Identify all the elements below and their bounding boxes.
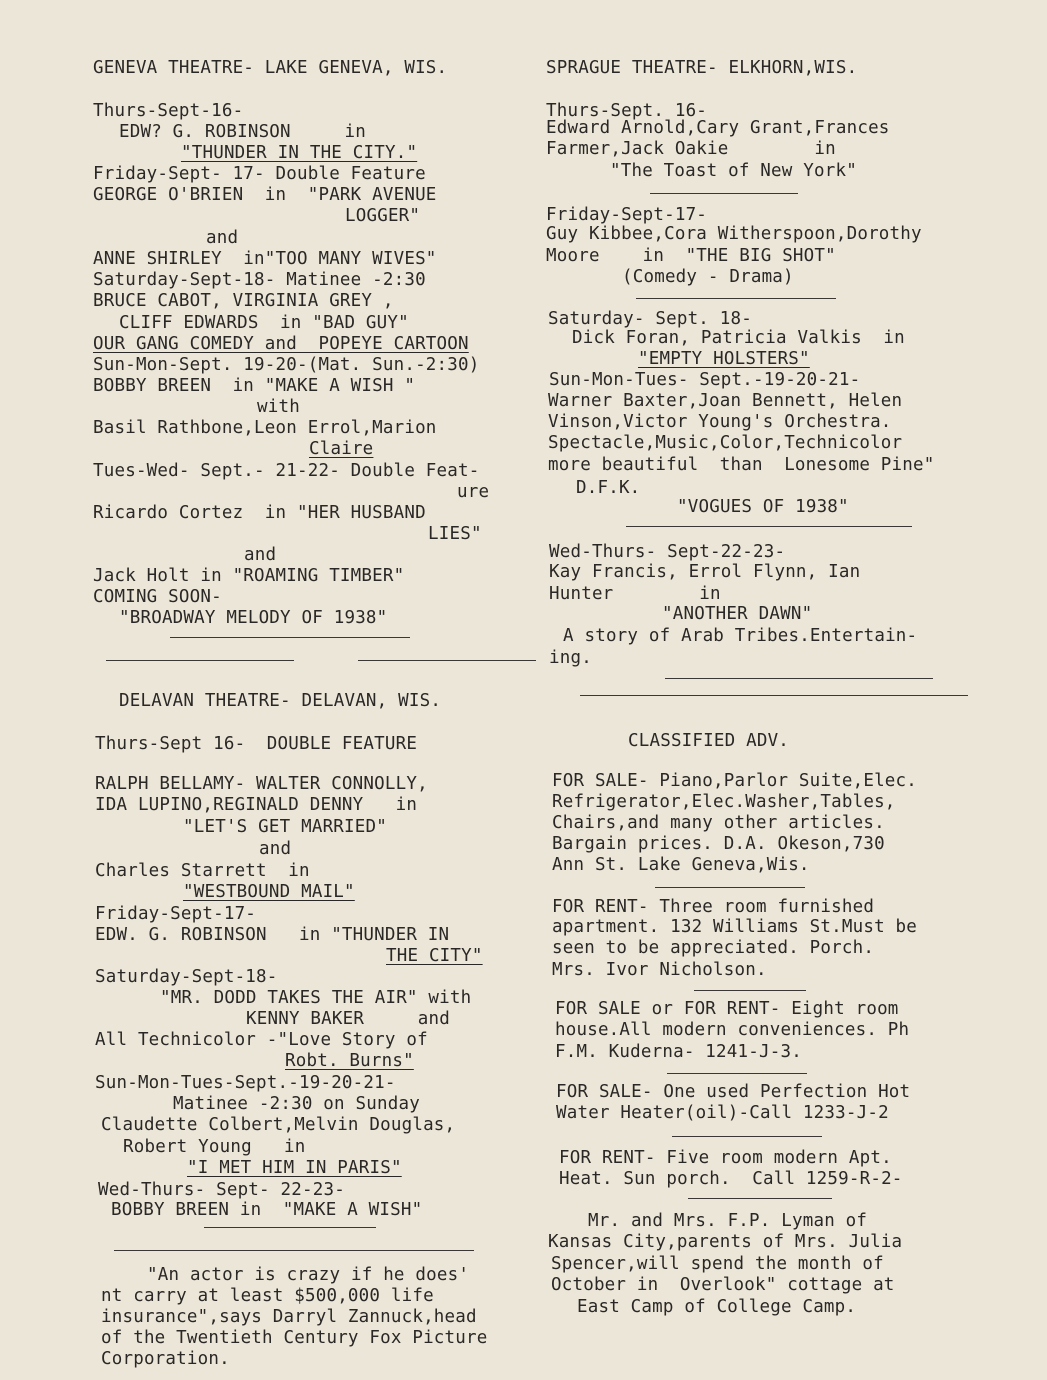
listing-line: "VOGUES OF 1938" [677, 497, 849, 517]
divider [672, 1136, 822, 1137]
listing-line: Spectacle,Music,Color,Technicolor [548, 433, 903, 453]
listing-line: "The Toast of New York" [610, 161, 857, 181]
classified-line: Heat. Sun porch. Call 1259-R-2- [559, 1169, 903, 1189]
sprague-theatre-header: SPRAGUE THEATRE- ELKHORN,WIS. [546, 58, 858, 78]
listing-line: "WESTBOUND MAIL" [183, 882, 355, 902]
divider [114, 1250, 474, 1251]
listing-line: "LET'S GET MARRIED" [183, 817, 387, 837]
listing-line: Sun-Mon-Sept. 19-20-(Mat. Sun.-2:30) [93, 355, 480, 375]
classified-line: Refrigerator,Elec.Washer,Tables, [552, 792, 896, 812]
listing-line: BOBBY BREEN in "MAKE A WISH " [93, 376, 416, 396]
quote-line: "An actor is crazy if he does' [147, 1265, 470, 1285]
listing-line: LOGGER" [345, 206, 421, 226]
listing-line: Thurs-Sept 16- DOUBLE FEATURE [95, 734, 418, 754]
listing-line: Kay Francis, Errol Flynn, Ian [549, 562, 861, 582]
listing-line: Moore in "THE BIG SHOT" [546, 246, 836, 266]
listing-line: Matinee -2:30 on Sunday [173, 1094, 420, 1114]
listing-line: "MR. DODD TAKES THE AIR" with [160, 988, 472, 1008]
classified-header: CLASSIFIED ADV. [628, 731, 790, 751]
listing-line: BOBBY BREEN in "MAKE A WISH" [111, 1200, 423, 1220]
divider [650, 193, 798, 194]
classified-line: FOR SALE- One used Perfection Hot [556, 1082, 911, 1102]
listing-line: Sun-Mon-Tues-Sept.-19-20-21- [95, 1073, 396, 1093]
listing-line: and [259, 839, 292, 859]
divider [580, 695, 968, 696]
social-note-line: Mr. and Mrs. F.P. Lyman of [588, 1211, 868, 1231]
listing-line: Saturday-Sept-18- Matinee -2:30 [93, 270, 426, 290]
listing-line: Basil Rathbone,Leon Errol,Marion [93, 418, 437, 438]
divider [665, 678, 933, 679]
divider [636, 298, 836, 299]
classified-line: FOR RENT- Five room modern Apt. [559, 1148, 892, 1168]
listing-line: "THUNDER IN THE CITY." [181, 143, 418, 163]
listing-line: Thurs-Sept-16- [93, 101, 244, 121]
listing-line: Hunter in [549, 584, 721, 604]
divider [667, 1073, 807, 1074]
social-note-line: East Camp of College Camp. [577, 1297, 857, 1317]
classified-line: house.All modern conveniences. Ph [555, 1020, 910, 1040]
listing-line: Dick Foran, Patricia Valkis in [572, 328, 905, 348]
listing-line: Friday-Sept-17- [95, 904, 257, 924]
divider [626, 526, 912, 527]
listing-line: Claire [309, 439, 374, 459]
divider [106, 660, 294, 661]
classified-line: apartment. 132 Williams St.Must be [552, 917, 918, 937]
classified-line: Ann St. Lake Geneva,Wis. [552, 855, 810, 875]
classified-line: Bargain prices. D.A. Okeson,730 [552, 834, 885, 854]
listing-line: "EMPTY HOLSTERS" [638, 349, 810, 369]
listing-line: Vinson,Victor Young's Orchestra. [548, 412, 892, 432]
social-note-line: October in Overlook" cottage at [551, 1275, 895, 1295]
listing-line: Thurs-Sept. 16- [546, 101, 708, 121]
listing-line: GEORGE O'BRIEN in "PARK AVENUE [93, 185, 437, 205]
listing-line: D.F.K. [576, 478, 641, 498]
listing-line: All Technicolor -"Love Story of [95, 1030, 428, 1050]
classified-line: Water Heater(oil)-Call 1233-J-2 [556, 1103, 889, 1123]
listing-line: RALPH BELLAMY- WALTER CONNOLLY, [95, 774, 428, 794]
divider [170, 637, 410, 638]
listing-line: Saturday-Sept-18- [95, 967, 278, 987]
listing-line: COMING SOON- [93, 587, 222, 607]
quote-line: Corporation. [101, 1349, 230, 1369]
listing-line: CLIFF EDWARDS in "BAD GUY" [119, 313, 409, 333]
listing-line: LIES" [428, 524, 482, 544]
listing-line: Wed-Thurs- Sept- 22-23- [98, 1180, 345, 1200]
listing-line: IDA LUPINO,REGINALD DENNY in [95, 795, 418, 815]
classified-line: seen to be appreciated. Porch. [552, 938, 875, 958]
classified-line: Chairs,and many other articles. [552, 813, 885, 833]
listing-line: Ricardo Cortez in "HER HUSBAND [93, 503, 426, 523]
listing-line: OUR GANG COMEDY and POPEYE CARTOON [93, 334, 469, 354]
listing-line: Jack Holt in "ROAMING TIMBER" [93, 566, 405, 586]
listing-line: EDW? G. ROBINSON in [119, 122, 366, 142]
classified-line: Mrs. Ivor Nicholson. [552, 960, 767, 980]
listing-line: with [257, 397, 300, 417]
listing-line: BRUCE CABOT, VIRGINIA GREY , [93, 291, 394, 311]
listing-line: Wed-Thurs- Sept-22-23- [549, 542, 786, 562]
listing-line: Warner Baxter,Joan Bennett, Helen [548, 391, 903, 411]
divider [655, 887, 805, 888]
listing-line: Saturday- Sept. 18- [548, 309, 752, 329]
divider [204, 1227, 376, 1228]
listing-line: Claudette Colbert,Melvin Douglas, [101, 1115, 456, 1135]
listing-line: Guy Kibbee,Cora Witherspoon,Dorothy [546, 224, 922, 244]
classified-line: FOR SALE or FOR RENT- Eight room [555, 999, 899, 1019]
delavan-theatre-header: DELAVAN THEATRE- DELAVAN, WIS. [119, 691, 442, 711]
geneva-theatre-header: GENEVA THEATRE- LAKE GENEVA, WIS. [93, 58, 448, 78]
social-note-line: Spencer,will spend the month of [551, 1254, 884, 1274]
listing-line: "I MET HIM IN PARIS" [187, 1158, 402, 1178]
divider [694, 990, 806, 991]
listing-line: Friday-Sept-17- [546, 205, 708, 225]
quote-line: nt carry at least $500,000 life [101, 1286, 434, 1306]
listing-line: ANNE SHIRLEY in"TOO MANY WIVES" [93, 249, 437, 269]
listing-line: Robt. Burns" [285, 1051, 414, 1071]
listing-line: Edward Arnold,Cary Grant,Frances [546, 118, 890, 138]
quote-line: of the Twentieth Century Fox Picture [101, 1328, 488, 1348]
listing-line: Robert Young in [123, 1137, 306, 1157]
listing-line: ure [457, 482, 490, 502]
listing-line: Farmer,Jack Oakie in [546, 139, 836, 159]
listing-line: Tues-Wed- Sept.- 21-22- Double Feat- [93, 461, 480, 481]
social-note-line: Kansas City,parents of Mrs. Julia [548, 1232, 903, 1252]
listing-line: THE CITY" [386, 946, 483, 966]
listing-line: (Comedy - Drama) [622, 267, 794, 287]
classified-line: F.M. Kuderna- 1241-J-3. [555, 1042, 802, 1062]
listing-line: more beautiful than Lonesome Pine" [548, 455, 935, 475]
listing-line: "ANOTHER DAWN" [662, 604, 813, 624]
listing-line: Friday-Sept- 17- Double Feature [93, 164, 426, 184]
listing-line: and [244, 545, 277, 565]
listing-line: Sun-Mon-Tues- Sept.-19-20-21- [549, 370, 861, 390]
listing-line: A story of Arab Tribes.Entertain- [563, 626, 918, 646]
listing-line: ing. [549, 648, 592, 668]
listing-line: and [206, 228, 239, 248]
classified-line: FOR RENT- Three room furnished [552, 897, 875, 917]
listing-line: EDW. G. ROBINSON in "THUNDER IN [95, 925, 450, 945]
listing-line: KENNY BAKER and [246, 1009, 450, 1029]
quote-line: insurance",says Darryl Zannuck,head [101, 1307, 477, 1327]
listing-line: "BROADWAY MELODY OF 1938" [119, 608, 388, 628]
divider [688, 1198, 832, 1199]
listing-line: Charles Starrett in [95, 861, 310, 881]
classified-line: FOR SALE- Piano,Parlor Suite,Elec. [552, 771, 918, 791]
divider [358, 660, 536, 661]
